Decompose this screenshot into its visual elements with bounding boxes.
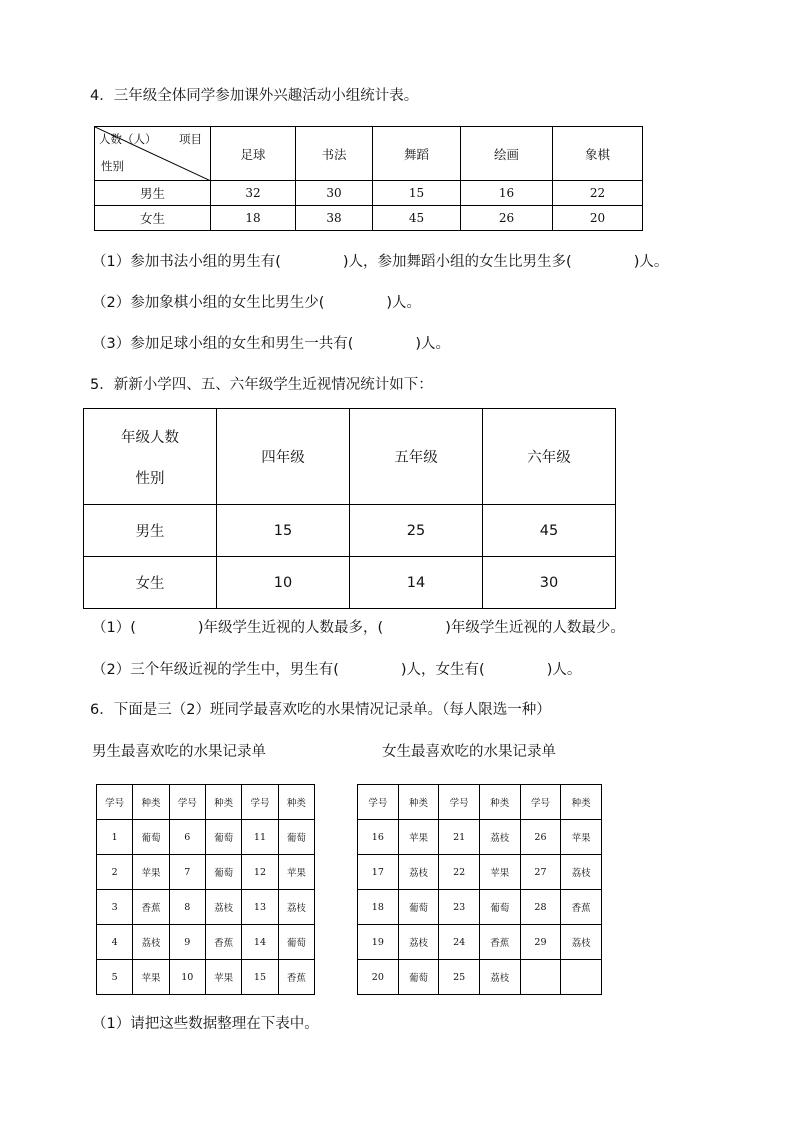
q5-subquestion-2	[92, 660, 581, 680]
fruit: 葡萄	[479, 890, 520, 925]
empty-cell	[520, 960, 561, 995]
fruit: 荔枝	[278, 890, 314, 925]
q5-s1-text-b: )年级学生近视的人数最多，(	[197, 620, 384, 636]
q4-cell: 20	[553, 206, 643, 231]
fruit: 葡萄	[278, 820, 314, 855]
student-id: 1	[97, 820, 133, 855]
q5-corner-cell	[84, 409, 217, 505]
student-id: 13	[242, 890, 278, 925]
q4-cell: 15	[373, 181, 461, 206]
q4-col-header: 象棋	[553, 127, 643, 181]
q5-cell: 30	[483, 557, 616, 609]
q4-cell: 30	[296, 181, 373, 206]
fruit: 苹果	[398, 820, 439, 855]
empty-cell	[561, 960, 602, 995]
header-id: 学号	[97, 785, 133, 820]
fruit: 苹果	[561, 820, 602, 855]
q5-s2-text-b: )人，女生有(	[400, 662, 485, 678]
q4-table	[94, 126, 643, 231]
student-id: 4	[97, 925, 133, 960]
corner-top-left: 人数（人）	[99, 132, 157, 146]
q4-col-header: 舞蹈	[373, 127, 461, 181]
q4-s1-text-b: )人，参加舞蹈小组的女生比男生多(	[342, 254, 572, 270]
q4-subquestion-2	[92, 293, 421, 313]
q4-cell: 45	[373, 206, 461, 231]
q4-s2-text-a: （2）参加象棋小组的女生比男生少(	[92, 295, 325, 311]
girls-record-table	[357, 784, 602, 995]
fruit: 荔枝	[561, 855, 602, 890]
student-id: 15	[242, 960, 278, 995]
fruit: 苹果	[205, 960, 241, 995]
q4-col-header: 书法	[296, 127, 373, 181]
q4-cell: 26	[461, 206, 553, 231]
q5-s1-text-a: （1）(	[92, 620, 136, 636]
girls-record-title: 女生最喜欢吃的水果记录单	[382, 744, 556, 760]
q6-subquestion-1: （1）请把这些数据整理在下表中。	[92, 1016, 319, 1032]
q4-subquestion-3	[92, 334, 450, 354]
student-id: 12	[242, 855, 278, 890]
q5-table	[83, 408, 616, 609]
student-id: 24	[439, 925, 480, 960]
q4-row-label: 男生	[95, 181, 211, 206]
student-id: 20	[358, 960, 399, 995]
student-id: 2	[97, 855, 133, 890]
q5-s2-text-c: )人。	[546, 662, 582, 678]
corner-top-right: 项目	[179, 132, 202, 146]
header-id: 学号	[169, 785, 205, 820]
header-kind: 种类	[278, 785, 314, 820]
fruit: 荔枝	[479, 820, 520, 855]
fruit: 葡萄	[278, 925, 314, 960]
q5-cell: 25	[350, 505, 483, 557]
q4-title: 4．三年级全体同学参加课外兴趣活动小组统计表。	[90, 88, 419, 104]
student-id: 23	[439, 890, 480, 925]
q5-cell: 15	[217, 505, 350, 557]
header-kind: 种类	[133, 785, 169, 820]
fruit: 葡萄	[398, 890, 439, 925]
q4-cell: 16	[461, 181, 553, 206]
q4-cell: 32	[211, 181, 296, 206]
fruit: 荔枝	[561, 925, 602, 960]
q4-col-header: 足球	[211, 127, 296, 181]
q4-subquestion-1	[92, 252, 668, 272]
student-id: 29	[520, 925, 561, 960]
q5-cell: 45	[483, 505, 616, 557]
student-id: 9	[169, 925, 205, 960]
student-id: 3	[97, 890, 133, 925]
q5-s2-text-a: （2）三个年级近视的学生中，男生有(	[92, 662, 339, 678]
q5-cell: 10	[217, 557, 350, 609]
fruit: 苹果	[133, 855, 169, 890]
student-id: 10	[169, 960, 205, 995]
student-id: 6	[169, 820, 205, 855]
fruit: 荔枝	[133, 925, 169, 960]
fruit: 葡萄	[205, 820, 241, 855]
fruit: 苹果	[479, 855, 520, 890]
student-id: 5	[97, 960, 133, 995]
fruit: 葡萄	[398, 960, 439, 995]
fruit: 葡萄	[205, 855, 241, 890]
q4-cell: 18	[211, 206, 296, 231]
student-id: 18	[358, 890, 399, 925]
student-id: 11	[242, 820, 278, 855]
student-id: 8	[169, 890, 205, 925]
header-id: 学号	[439, 785, 480, 820]
header-id: 学号	[358, 785, 399, 820]
corner-bottom: 性别	[135, 470, 165, 487]
q5-col-header: 六年级	[483, 409, 616, 505]
fruit: 葡萄	[133, 820, 169, 855]
q4-corner-cell	[95, 127, 211, 181]
fruit: 香蕉	[133, 890, 169, 925]
q5-col-header: 四年级	[217, 409, 350, 505]
student-id: 27	[520, 855, 561, 890]
student-id: 14	[242, 925, 278, 960]
header-kind: 种类	[205, 785, 241, 820]
q5-s1-text-c: )年级学生近视的人数最少。	[445, 620, 625, 636]
fruit: 香蕉	[479, 925, 520, 960]
boys-record-table	[96, 784, 315, 995]
student-id: 7	[169, 855, 205, 890]
fruit: 荔枝	[479, 960, 520, 995]
corner-top: 年级人数	[121, 429, 179, 446]
fruit: 香蕉	[205, 925, 241, 960]
fruit: 荔枝	[205, 890, 241, 925]
corner-bottom: 性别	[101, 159, 124, 173]
fruit: 荔枝	[398, 925, 439, 960]
fruit: 香蕉	[278, 960, 314, 995]
q4-s1-text-a: （1）参加书法小组的男生有(	[92, 254, 281, 270]
header-kind: 种类	[479, 785, 520, 820]
fruit: 苹果	[133, 960, 169, 995]
student-id: 22	[439, 855, 480, 890]
q5-subquestion-1	[92, 618, 625, 638]
q5-row-label: 女生	[84, 557, 217, 609]
header-kind: 种类	[398, 785, 439, 820]
q4-col-header: 绘画	[461, 127, 553, 181]
boys-record-title: 男生最喜欢吃的水果记录单	[92, 744, 266, 760]
q5-col-header: 五年级	[350, 409, 483, 505]
q4-s1-text-c: )人。	[633, 254, 669, 270]
q4-s3-text-b: )人。	[415, 336, 451, 352]
fruit: 荔枝	[398, 855, 439, 890]
q5-title: 5．新新小学四、五、六年级学生近视情况统计如下：	[90, 377, 433, 393]
fruit: 香蕉	[561, 890, 602, 925]
student-id: 16	[358, 820, 399, 855]
student-id: 26	[520, 820, 561, 855]
q4-cell: 22	[553, 181, 643, 206]
q4-row-label: 女生	[95, 206, 211, 231]
student-id: 25	[439, 960, 480, 995]
q4-s3-text-a: （3）参加足球小组的女生和男生一共有(	[92, 336, 354, 352]
q6-title: 6．下面是三（2）班同学最喜欢吃的水果情况记录单。（每人限选一种）	[90, 702, 551, 718]
student-id: 19	[358, 925, 399, 960]
q5-cell: 14	[350, 557, 483, 609]
student-id: 17	[358, 855, 399, 890]
header-id: 学号	[520, 785, 561, 820]
q4-cell: 38	[296, 206, 373, 231]
q4-s2-text-b: )人。	[386, 295, 422, 311]
header-kind: 种类	[561, 785, 602, 820]
fruit: 苹果	[278, 855, 314, 890]
student-id: 28	[520, 890, 561, 925]
student-id: 21	[439, 820, 480, 855]
header-id: 学号	[242, 785, 278, 820]
q5-row-label: 男生	[84, 505, 217, 557]
